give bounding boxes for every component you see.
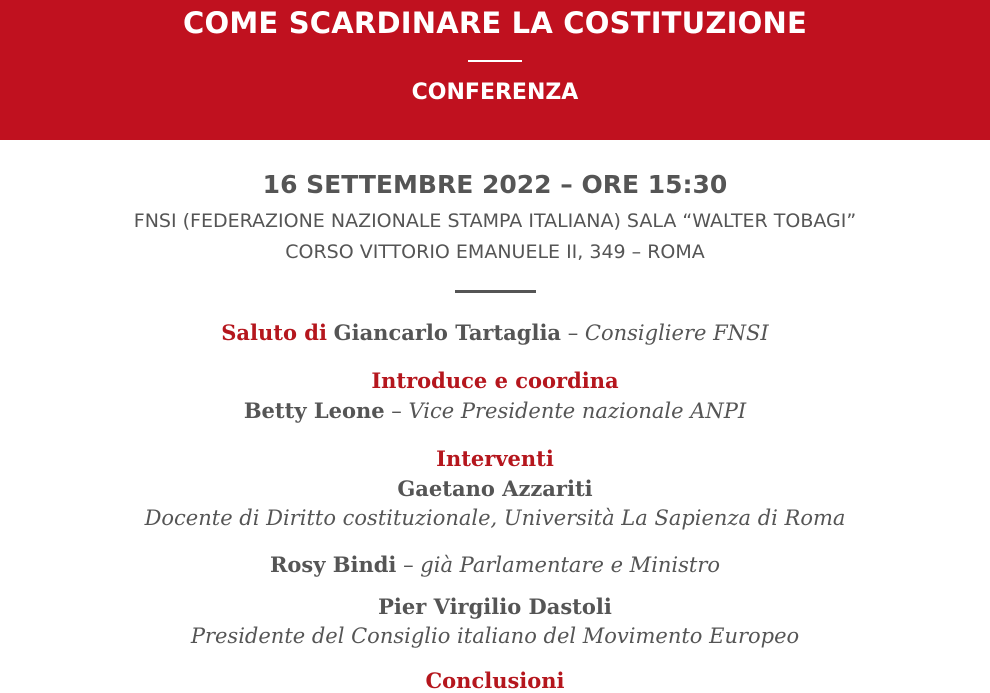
- speaker-name: [0, 594, 990, 619]
- section-divider: [455, 290, 536, 293]
- venue-name: FNSI (FEDERAZIONE NAZIONALE STAMPA ITALIANA) SALA “WALTER TOBAGI”: [133, 210, 857, 232]
- speaker-name: [0, 476, 990, 501]
- conclusions-label: [0, 668, 990, 693]
- conclusions-label-text: Conclusioni: [425, 668, 565, 693]
- speaker-3-role: Presidente del Consiglio italiano del Movimento Europeo: [190, 624, 800, 648]
- introduction-line: [0, 398, 990, 423]
- speeches-label: [0, 446, 990, 471]
- speaker-1-role: Docente di Diritto costituzionale, Università La Sapienza di Roma: [144, 506, 846, 530]
- speaker-2-separator: –: [403, 553, 414, 577]
- greeting-speaker-role: Consigliere FNSI: [584, 321, 769, 345]
- speaker-role: [0, 624, 990, 648]
- greeting-separator: –: [567, 321, 579, 345]
- speeches-label-text: Interventi: [436, 446, 554, 471]
- greeting-line: [0, 320, 990, 345]
- introduction-label-text: Introduce e coordina: [371, 368, 619, 393]
- speaker-3-name: Pier Virgilio Dastoli: [378, 594, 612, 619]
- speaker-role: [0, 506, 990, 530]
- header-banner: [0, 0, 990, 140]
- event-title: COME SCARDINARE LA COSTITUZIONE: [183, 6, 807, 40]
- moderator-role: Vice Presidente nazionale ANPI: [408, 399, 747, 423]
- speaker-line: [0, 552, 990, 577]
- speaker-2-name: Rosy Bindi: [269, 552, 397, 577]
- speaker-1-name: Gaetano Azzariti: [397, 476, 593, 501]
- moderator-name: Betty Leone: [243, 398, 385, 423]
- greeting-speaker-name: Giancarlo Tartaglia: [333, 320, 562, 345]
- moderator-separator: –: [391, 399, 402, 423]
- introduction-label: [0, 368, 990, 393]
- event-type: CONFERENZA: [411, 80, 579, 105]
- speaker-2-role: già Parlamentare e Ministro: [420, 553, 721, 577]
- title-divider: [468, 60, 522, 62]
- venue-address: CORSO VITTORIO EMANUELE II, 349 – ROMA: [285, 241, 705, 263]
- event-date-time: 16 SETTEMBRE 2022 – ORE 15:30: [262, 170, 728, 199]
- greeting-label: Saluto di: [221, 320, 327, 345]
